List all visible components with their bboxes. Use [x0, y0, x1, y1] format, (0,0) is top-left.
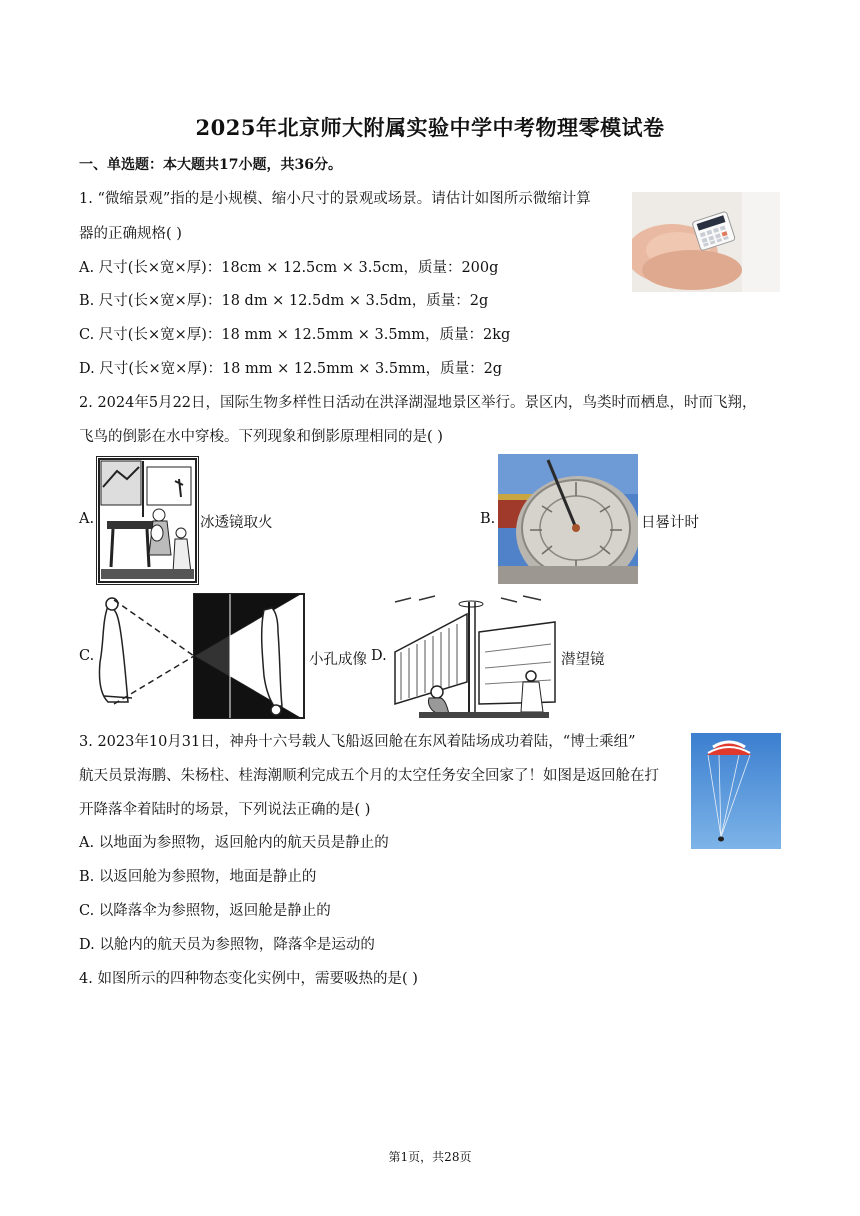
q1-option-b: B. 尺寸(长×宽×厚)：18 dm × 12.5dm × 3.5dm，质量：2g — [79, 293, 489, 309]
ice-lens-fire-illustration — [96, 456, 199, 585]
q2-option-a-label: A. — [79, 511, 95, 527]
q3-stem-line3: 开降落伞着陆时的场景，下列说法正确的是( ) — [79, 802, 371, 818]
q2-option-c-caption: 小孔成像 — [309, 652, 367, 668]
q3-option-c: C. 以降落伞为参照物，返回舱是静止的 — [79, 903, 331, 919]
q1-option-c: C. 尺寸(长×宽×厚)：18 mm × 12.5mm × 3.5mm，质量：2kg — [79, 327, 511, 343]
q3-option-b: B. 以返回舱为参照物，地面是静止的 — [79, 869, 317, 885]
q1-option-a: A. 尺寸(长×宽×厚)：18cm × 12.5cm × 3.5cm，质量：200g — [79, 260, 499, 276]
pinhole-imaging-illustration — [94, 592, 306, 720]
section-heading: 一、单选题：本大题共17小题，共36分。 — [79, 157, 342, 173]
q1-option-d: D. 尺寸(长×宽×厚)：18 mm × 12.5mm × 3.5mm，质量：2g — [79, 361, 503, 377]
q3-option-a: A. 以地面为参照物，返回舱内的航天员是静止的 — [79, 835, 389, 851]
q2-stem-line2: 飞鸟的倒影在水中穿梭。下列现象和倒影原理相同的是( ) — [79, 429, 443, 445]
q2-option-d-caption: 潜望镜 — [561, 652, 605, 668]
sundial-photo — [498, 454, 638, 584]
q4-stem: 4. 如图所示的四种物态变化实例中，需要吸热的是( ) — [79, 971, 418, 987]
q3-stem-line2: 航天员景海鹏、朱杨柱、桂海潮顺利完成五个月的太空任务安全回家了！如图是返回舱在打 — [79, 768, 659, 784]
q1-stem-line1: 1. “微缩景观”指的是小规模、缩小尺寸的景观或场景。请估计如图所示微缩计算 — [79, 191, 591, 207]
parachute-photo — [691, 733, 781, 849]
q2-option-b-caption: 日晷计时 — [641, 515, 699, 531]
q2-option-b-label: B. — [480, 511, 496, 527]
periscope-illustration — [391, 592, 558, 720]
q3-option-d: D. 以舱内的航天员为参照物，降落伞是运动的 — [79, 937, 375, 953]
q2-option-a-caption: 冰透镜取火 — [200, 515, 273, 531]
q2-option-c-label: C. — [79, 648, 95, 664]
page-title: 2025年北京师大附属实验中学中考物理零模试卷 — [195, 115, 665, 140]
q3-stem-line1: 3. 2023年10月31日，神舟十六号载人飞船返回舱在东风着陆场成功着陆，“博士乘组” — [79, 734, 636, 750]
q1-stem-line2: 器的正确规格( ) — [79, 226, 182, 242]
mini-calculator-photo — [632, 192, 780, 292]
page-footer: 第1页，共28页 — [388, 1150, 472, 1164]
q2-stem-line1: 2. 2024年5月22日，国际生物多样性日活动在洪泽湖湿地景区举行。景区内，鸟类时而栖息，时而飞翔， — [79, 395, 757, 411]
q2-option-d-label: D. — [371, 648, 387, 664]
